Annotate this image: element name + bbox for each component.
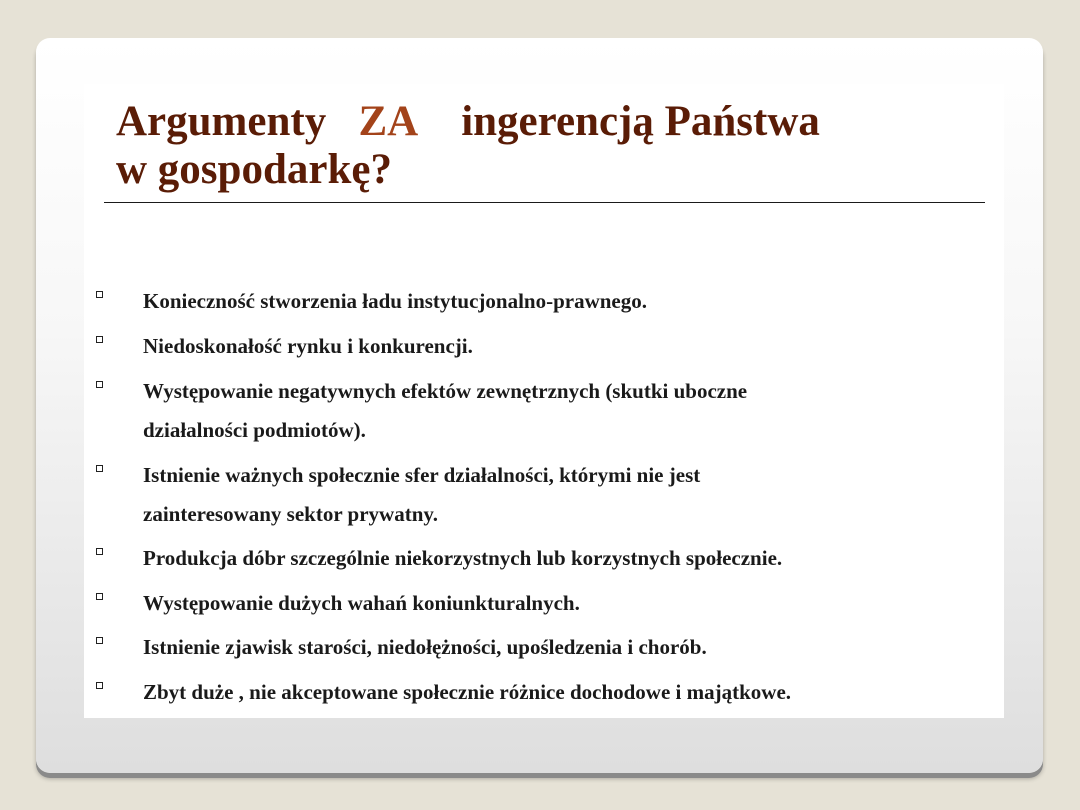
square-bullet-icon	[96, 593, 103, 600]
title-underline	[104, 202, 985, 203]
list-item-text: Niedoskonałość rynku i konkurencji.	[143, 334, 473, 358]
slide-title	[116, 98, 820, 194]
square-bullet-icon	[96, 465, 103, 472]
list-item-text: Występowanie negatywnych efektów zewnętrznych (skutki uboczne działalności podmiotów).	[143, 379, 748, 442]
square-bullet-icon	[96, 548, 103, 555]
square-bullet-icon	[96, 637, 103, 644]
list-item-text: Konieczność stworzenia ładu instytucjonalno-prawnego.	[143, 289, 647, 313]
square-bullet-icon	[96, 291, 103, 298]
list-item-text: Zbyt duże , nie akceptowane społecznie różnice dochodowe i majątkowe.	[143, 680, 792, 704]
list-item-text: Istnienie ważnych społecznie sfer działalności, którymi nie jest zainteresowany sektor prywatny.	[143, 463, 701, 526]
slide-content	[84, 84, 1004, 718]
list-item-text: Produkcja dóbr szczególnie niekorzystnych lub korzystnych społecznie.	[143, 546, 783, 570]
square-bullet-icon	[96, 381, 103, 388]
title-line2: w gospodarkę?	[116, 146, 392, 193]
list-item-text: Istnienie zjawisk starości, niedołężności, upośledzenia i chorób.	[143, 635, 707, 659]
list-item-text: Występowanie dużych wahań koniunkturalnych.	[143, 591, 580, 615]
square-bullet-icon	[96, 682, 103, 689]
title-highlight: ZA	[358, 98, 419, 145]
title-part1: Argumenty	[116, 98, 337, 145]
square-bullet-icon	[96, 336, 103, 343]
title-part2: ingerencją Państwa	[461, 98, 820, 145]
